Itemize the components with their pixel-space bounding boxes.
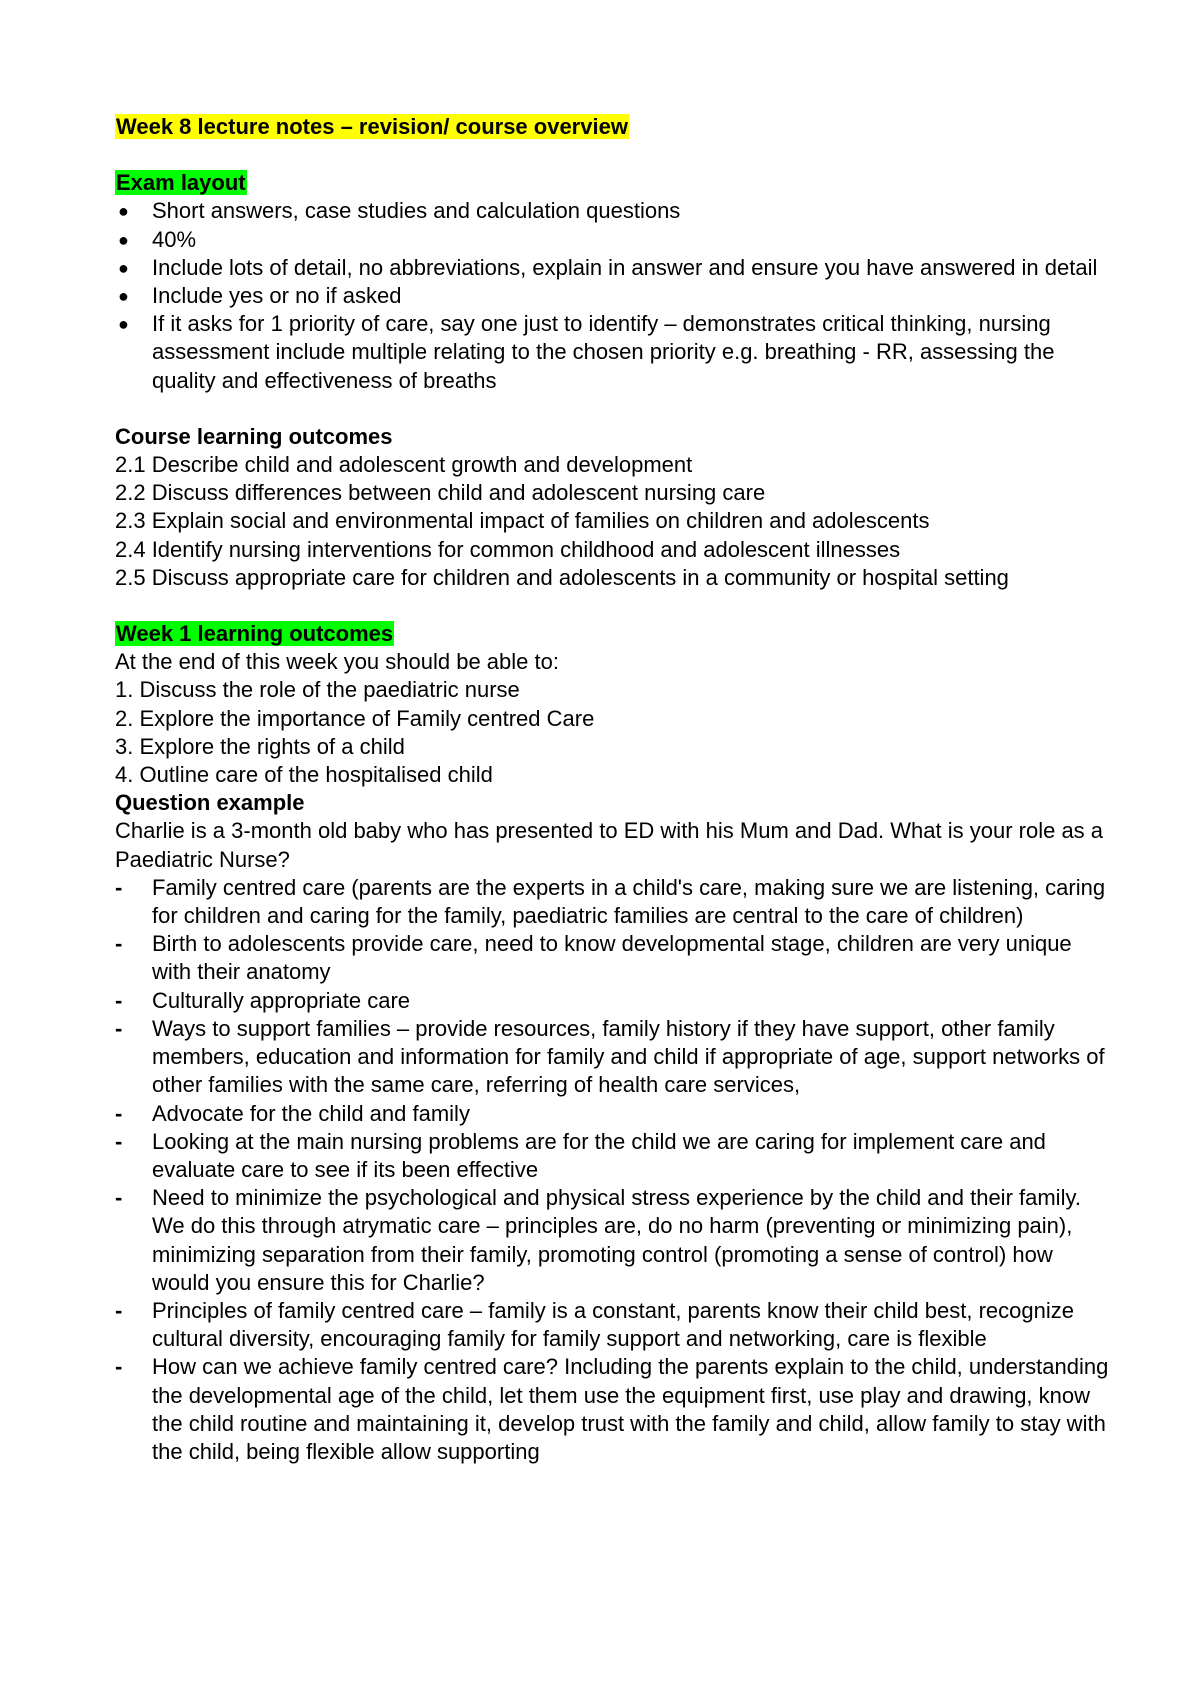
list-item-text: Culturally appropriate care [152,987,411,1013]
bullet-icon: ● [118,229,129,250]
list-item [115,1184,1115,1297]
dash-icon: - [115,1100,123,1126]
list-item-text: 40% [152,226,197,252]
question-heading: Question example [115,790,305,816]
bullet-icon: ● [118,201,129,222]
week1-item: 3. Explore the rights of a child [115,733,405,759]
bullet-icon: ● [118,286,129,307]
spacer [115,395,1115,423]
list-item [115,1100,1115,1128]
week1-heading [115,620,1115,648]
week1-intro: At the end of this week you should be able to: [115,649,559,675]
exam-layout-highlight: Exam layout [116,170,246,196]
list-item-text: Include yes or no if asked [152,283,402,309]
outcome-item: 2.4 Identify nursing interventions for common childhood and adolescent illnesses [115,536,901,562]
spacer [115,141,1115,169]
question-text: Charlie is a 3-month old baby who has presented to ED with his Mum and Dad. What is your role as a Paediatric Nurse? [115,818,1104,872]
list-item [115,1128,1115,1184]
outcome-item: 2.1 Describe child and adolescent growth and development [115,452,693,478]
dash-icon: - [115,1015,123,1041]
dash-icon: - [115,1185,123,1211]
dash-icon: - [115,1297,123,1323]
document-page [115,113,1115,1466]
list-item-text: Include lots of detail, no abbreviations, explain in answer and ensure you have answered in detail [152,254,1098,280]
week1-item: 4. Outline care of the hospitalised child [115,762,493,788]
list-item [115,1015,1115,1100]
list-item [115,226,1115,254]
list-item-text: Ways to support families – provide resources, family history if they have support, other family members, education and information for family and child if appropriate of age, support networks of other families with the same care, referring of health care services, [152,1015,1105,1098]
list-item-text: Birth to adolescents provide care, need to know developmental stage, children are very unique with their anatomy [152,931,1072,985]
dash-icon: - [115,1128,123,1154]
spacer [115,592,1115,620]
list-item [115,987,1115,1015]
outcome-item: 2.5 Discuss appropriate care for children and adolescents in a community or hospital setting [115,564,1009,590]
list-item-text: Principles of family centred care – family is a constant, parents know their child best, recognize cultural diversity, encouraging family for family support and networking, care is flexible [152,1297,1074,1352]
list-item-text: If it asks for 1 priority of care, say one just to identify – demonstrates critical thinking, nursing assessment include multiple relating to the chosen priority e.g. breathing - RR, assessing the quality and effectiveness of breaths [152,311,1055,393]
list-item [115,310,1115,395]
outcome-item: 2.3 Explain social and environmental impact of families on children and adolescents [115,508,930,534]
list-item [115,197,1115,225]
list-item-text: Advocate for the child and family [152,1100,470,1126]
week1-highlight: Week 1 learning outcomes [116,621,394,647]
document-title [115,113,1115,141]
title-highlight: Week 8 lecture notes – revision/ course overview [116,114,628,139]
dash-icon: - [115,874,123,900]
list-item-text: Looking at the main nursing problems are for the child we are caring for implement care and evaluate care to see if its been effective [152,1128,1046,1182]
list-item [115,282,1115,310]
outcome-item: 2.2 Discuss differences between child and adolescent nursing care [115,480,766,506]
list-item [115,1353,1115,1466]
list-item [115,930,1115,986]
exam-layout-list [115,197,1115,394]
list-item [115,1297,1115,1353]
list-item-text: How can we achieve family centred care? Including the parents explain to the child, understanding the developmental age of the child, let them use the equipment first, use play and drawing, know the child routine and maintaining it, develop trust with the family and child, allow family to stay with the child, being flexible allow supporting [152,1354,1109,1464]
dash-icon: - [115,1354,123,1380]
dash-icon: - [115,931,123,957]
exam-layout-heading [115,169,1115,197]
list-item [115,874,1115,930]
answer-list [115,874,1115,1466]
dash-icon: - [115,987,123,1013]
week1-item: 2. Explore the importance of Family centred Care [115,705,595,731]
bullet-icon: ● [118,314,129,335]
list-item-text: Family centred care (parents are the experts in a child's care, making sure we are listening, caring for children and caring for the family, paediatric families are central to the care of children) [152,874,1106,929]
list-item-text: Short answers, case studies and calculation questions [152,198,681,224]
week1-item: 1. Discuss the role of the paediatric nurse [115,677,520,703]
bullet-icon: ● [118,257,129,278]
list-item-text: Need to minimize the psychological and physical stress experience by the child and their family. We do this through atrymatic care – principles are, do no harm (preventing or minimizing pain), minimizing separation from their family, promoting control (promoting a sense of control) how would you ensure this for Charlie? [152,1185,1081,1295]
list-item [115,254,1115,282]
course-outcomes-heading: Course learning outcomes [115,423,393,449]
